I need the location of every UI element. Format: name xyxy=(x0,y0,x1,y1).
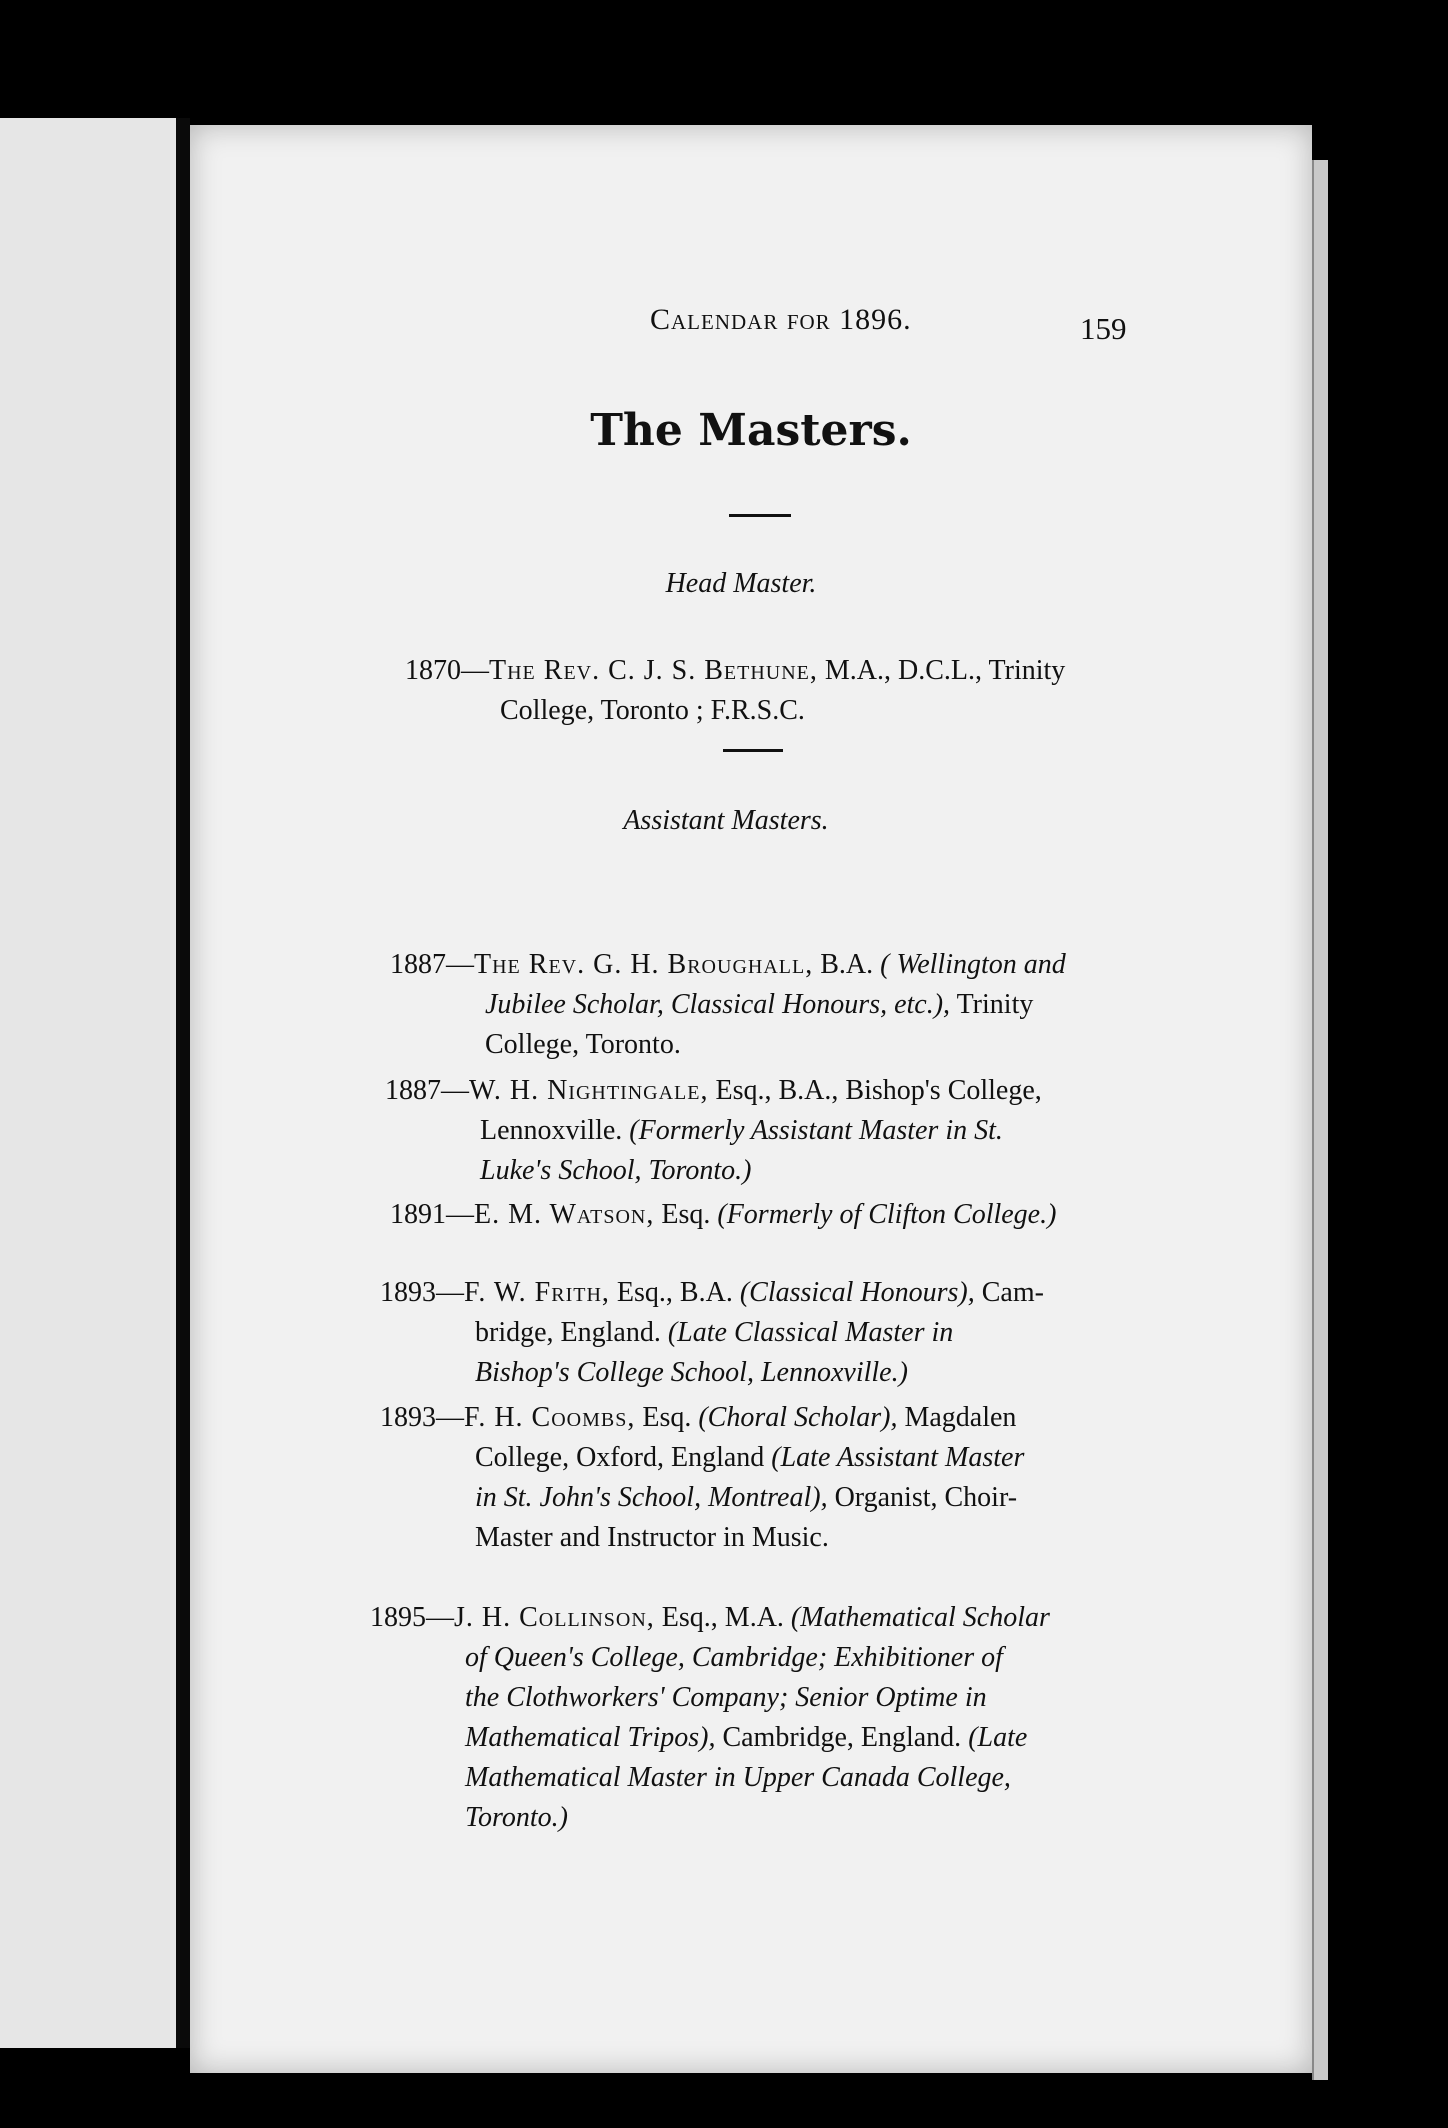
entry-year: 1893 xyxy=(380,1402,436,1433)
entry-italic: (Late xyxy=(968,1722,1028,1753)
entry-text: Magdalen xyxy=(904,1402,1017,1433)
entry-year: 1895 xyxy=(370,1602,426,1633)
entry-italic: (Formerly of Clifton College.) xyxy=(717,1199,1057,1230)
entry-italic: Luke's School, Toronto.) xyxy=(480,1155,752,1186)
entry-year: 1870 xyxy=(405,655,461,686)
left-page-fragment xyxy=(0,118,176,2048)
entry-text: Lennoxville. xyxy=(480,1115,623,1146)
master-entry xyxy=(380,1398,1240,1558)
entry-line xyxy=(380,1313,1240,1353)
divider xyxy=(723,749,783,752)
entry-text: bridge, England. xyxy=(475,1317,661,1348)
entry-line: 1895—J. H. Collinson, Esq., M.A. (Mathematical Scholar xyxy=(370,1602,1050,1633)
entry-italic: Jubilee Scholar, Classical Honours, etc.), xyxy=(485,989,951,1020)
master-entry xyxy=(370,1598,1230,1838)
entry-line xyxy=(370,1718,1230,1758)
entry-line: 1887—The Rev. G. H. Broughall, B.A. ( Wellington and xyxy=(390,949,1066,980)
entry-text: College, Toronto. xyxy=(485,1029,681,1060)
entry-line: 1891—E. M. Watson, Esq. (Formerly of Clifton College.) xyxy=(390,1199,1057,1230)
entry-italic: (Late Classical Master in xyxy=(667,1317,954,1348)
entry-text: Cambridge, England. xyxy=(722,1722,962,1753)
entry-text: Organist, Choir- xyxy=(834,1482,1018,1513)
entry-text: Master and Instructor in Music. xyxy=(475,1522,829,1553)
entry-italic: Mathematical Tripos), xyxy=(465,1722,716,1753)
entry-line xyxy=(380,1438,1240,1478)
page-title: The Masters. xyxy=(590,405,912,456)
entry-text: Cam- xyxy=(981,1277,1044,1308)
entry-line: 1893—F. H. Coombs, Esq. (Choral Scholar), Magdalen xyxy=(380,1402,1017,1433)
entry-year: 1893 xyxy=(380,1277,436,1308)
assistant-masters-heading: Assistant Masters. xyxy=(623,805,829,836)
entry-text: Esq. xyxy=(642,1402,692,1433)
entry-italic: of Queen's College, Cambridge; Exhibitioner of xyxy=(465,1642,1003,1673)
entry-name: The Rev. G. H. Broughall, xyxy=(474,949,814,980)
entry-line xyxy=(390,985,1250,1025)
entry-italic: Mathematical Master in Upper Canada College, xyxy=(465,1762,1011,1793)
entry-text: Esq., B.A., Bishop's College, xyxy=(715,1075,1042,1106)
master-entry xyxy=(380,1273,1240,1393)
divider xyxy=(729,514,791,517)
entry-italic: the Clothworkers' Company; Senior Optime in xyxy=(465,1682,987,1713)
entry-text: Esq., B.A. xyxy=(616,1277,733,1308)
entry-text: College, Oxford, England xyxy=(475,1442,765,1473)
entry-italic: (Classical Honours), xyxy=(739,1277,975,1308)
entry-name: F. W. Frith, xyxy=(464,1277,610,1308)
page xyxy=(190,125,1312,2073)
entry-name: The Rev. C. J. S. Bethune, xyxy=(489,655,818,686)
entry-name: E. M. Watson, xyxy=(474,1199,655,1230)
entry-text: Trinity xyxy=(956,989,1034,1020)
head-master-entry xyxy=(405,651,1245,731)
entry-text: Esq., M.A. xyxy=(661,1602,784,1633)
entry-italic: Bishop's College School, Lennoxville.) xyxy=(475,1357,908,1388)
entry-italic: Toronto.) xyxy=(465,1802,568,1833)
entry-year: 1887 xyxy=(390,949,446,980)
master-entry xyxy=(385,1071,1245,1191)
running-head: Calendar for 1896. xyxy=(650,303,912,336)
master-entry xyxy=(390,1195,1250,1235)
entry-name: W. H. Nightingale, xyxy=(469,1075,709,1106)
page-edge xyxy=(1312,160,1328,2080)
entry-italic: (Late Assistant Master xyxy=(771,1442,1025,1473)
entry-line: 1870—The Rev. C. J. S. Bethune, M.A., D.C.L., Trinity xyxy=(405,655,1066,686)
entry-italic: in St. John's School, Montreal), xyxy=(475,1482,828,1513)
entry-line xyxy=(385,1111,1245,1151)
entry-line: 1887—W. H. Nightingale, Esq., B.A., Bishop's College, xyxy=(385,1075,1042,1106)
entry-italic: ( Wellington and xyxy=(880,949,1066,980)
entry-line xyxy=(380,1478,1240,1518)
entry-text: College, Toronto ; F.R.S.C. xyxy=(500,695,805,726)
book-gutter xyxy=(176,118,190,2048)
page-number: 159 xyxy=(1080,311,1127,346)
entry-text: Esq. xyxy=(661,1199,711,1230)
entry-name: F. H. Coombs, xyxy=(464,1402,636,1433)
entry-name: J. H. Collinson, xyxy=(454,1602,655,1633)
entry-line: 1893—F. W. Frith, Esq., B.A. (Classical Honours), Cam- xyxy=(380,1277,1044,1308)
entry-year: 1887 xyxy=(385,1075,441,1106)
entry-text: B.A. xyxy=(820,949,874,980)
master-entry xyxy=(390,945,1250,1065)
entry-text: M.A., D.C.L., Trinity xyxy=(824,655,1066,686)
entry-italic: (Formerly Assistant Master in St. xyxy=(629,1115,1003,1146)
entry-italic: (Mathematical Scholar xyxy=(790,1602,1050,1633)
entry-year: 1891 xyxy=(390,1199,446,1230)
head-master-heading: Head Master. xyxy=(665,568,817,599)
entry-italic: (Choral Scholar), xyxy=(698,1402,898,1433)
